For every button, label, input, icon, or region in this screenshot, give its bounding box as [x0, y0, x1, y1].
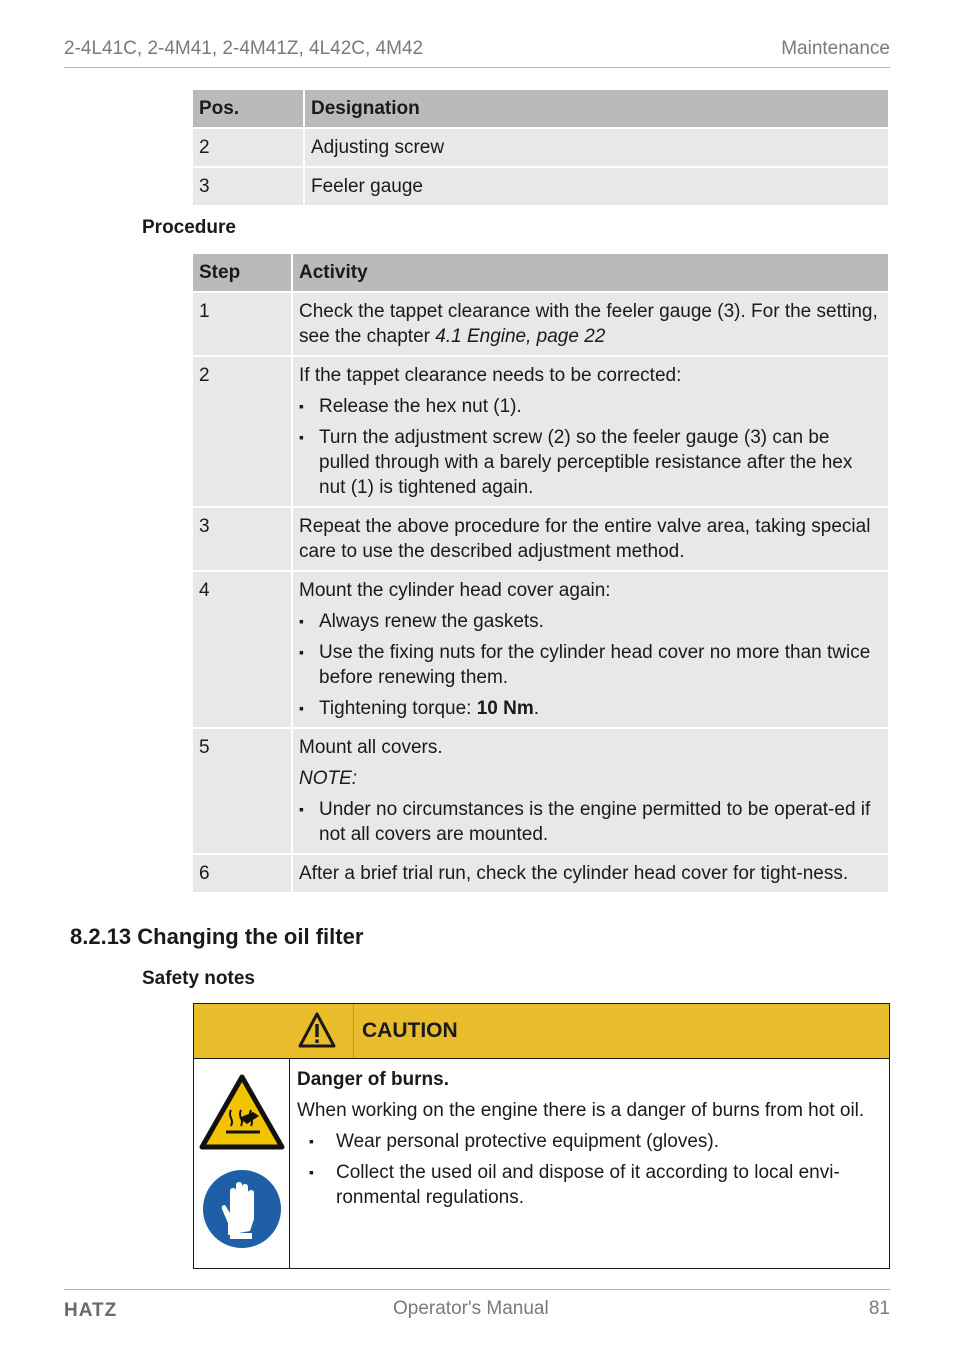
table-cell: Adjusting screw — [305, 129, 888, 166]
list-item: ▪ Collect the used oil and dispose of it according to local envi-ronmental regulations. — [297, 1160, 882, 1210]
table-row — [193, 293, 888, 355]
list-item: ▪ Release the hex nut (1). — [299, 394, 882, 419]
table-row — [193, 508, 888, 570]
step-number: 5 — [193, 729, 291, 853]
caution-box — [193, 1003, 890, 1269]
warning-triangle-icon — [298, 1012, 336, 1048]
step-activity: Check the tappet clearance with the feeler gauge (3). For the setting, see the chapter 4.1 Engine, page 22 — [293, 293, 888, 355]
step-activity: Mount the cylinder head cover again: ▪ Always renew the gaskets. ▪ Use the fixing nuts for the cylinder head cover no more than twice before renewing them. ▪ Tightening torque: 10 Nm. — [293, 572, 888, 727]
list-item: ▪ Always renew the gaskets. — [299, 609, 882, 634]
chapter-reference[interactable]: 4.1 Engine, page 22 — [435, 326, 606, 347]
step-number: 4 — [193, 572, 291, 727]
table-row — [193, 572, 888, 727]
column-header: Activity — [293, 254, 888, 291]
page-header — [64, 36, 890, 68]
table-cell: Feeler gauge — [305, 168, 888, 205]
list-item: ▪ Turn the adjustment screw (2) so the feeler gauge (3) can be pulled through with a barely perceptible resistance after the hex nut (1) is tightened again. — [299, 425, 882, 500]
step-number: 6 — [193, 855, 291, 892]
wear-gloves-icon — [200, 1167, 284, 1251]
table-row — [193, 129, 888, 166]
step-number: 2 — [193, 357, 291, 506]
safety-notes-heading: Safety notes — [142, 968, 255, 989]
column-header: Pos. — [193, 90, 303, 127]
list-item: ▪ Tightening torque: 10 Nm. — [299, 696, 882, 721]
procedure-heading: Procedure — [142, 217, 236, 238]
caution-text: Danger of burns. When working on the engine there is a danger of burns from hot oil. ▪ Wear personal protective equipment (gloves). ▪ Collect the used oil and dispose of it according to local envi-ronmental regulations. — [297, 1067, 882, 1210]
step-activity: Repeat the above procedure for the entire valve area, taking special care to use the described adjustment method. — [293, 508, 888, 570]
column-header: Step — [193, 254, 291, 291]
section-title: 8.2.13 Changing the oil filter — [70, 924, 364, 949]
step-number: 1 — [193, 293, 291, 355]
torque-value: 10 Nm — [476, 698, 534, 719]
model-list: 2-4L41C, 2-4M41, 2-4M41Z, 4L42C, 4M42 — [64, 38, 424, 59]
caution-bar — [194, 1004, 889, 1059]
caution-heading: Danger of burns. — [297, 1069, 450, 1090]
brand-logo: HATZ — [64, 1300, 118, 1321]
procedure-table — [191, 252, 890, 894]
table-header-row — [193, 90, 888, 127]
table-row — [193, 729, 888, 853]
page-footer — [64, 1289, 890, 1329]
page-number: 81 — [868, 1298, 890, 1319]
step-activity: After a brief trial run, check the cylinder head cover for tight-ness. — [293, 855, 888, 892]
column-header: Designation — [305, 90, 888, 127]
step-number: 3 — [193, 508, 291, 570]
position-table — [191, 88, 890, 207]
list-item: ▪ Wear personal protective equipment (gloves). — [297, 1129, 882, 1154]
bullet-list — [297, 1129, 882, 1210]
step-activity: Mount all covers. NOTE: ▪ Under no circumstances is the engine permitted to be operat-ed if not all covers are mounted. — [293, 729, 888, 853]
table-row — [193, 855, 888, 892]
bullet-list — [299, 394, 882, 500]
table-cell: 2 — [193, 129, 303, 166]
caution-label: CAUTION — [362, 1019, 458, 1042]
list-item: ▪ Under no circumstances is the engine permitted to be operat-ed if not all covers are mounted. — [299, 797, 882, 847]
list-item: ▪ Use the fixing nuts for the cylinder head cover no more than twice before renewing them. — [299, 640, 882, 690]
table-header-row — [193, 254, 888, 291]
manual-title: Operator's Manual — [393, 1298, 549, 1319]
step-activity: If the tappet clearance needs to be corrected: ▪ Release the hex nut (1). ▪ Turn the adjustment screw (2) so the feeler gauge (3) can be pulled through with a barely perceptible resistance after the hex nut (1) is tightened again. — [293, 357, 888, 506]
bullet-list — [299, 797, 882, 847]
bullet-list — [299, 609, 882, 721]
hot-surface-warning-icon — [199, 1074, 285, 1150]
table-row — [193, 357, 888, 506]
table-row — [193, 168, 888, 205]
chapter-name: Maintenance — [781, 38, 890, 59]
table-cell: 3 — [193, 168, 303, 205]
note-label: NOTE: — [299, 768, 358, 789]
safety-pictograms — [194, 1059, 290, 1268]
